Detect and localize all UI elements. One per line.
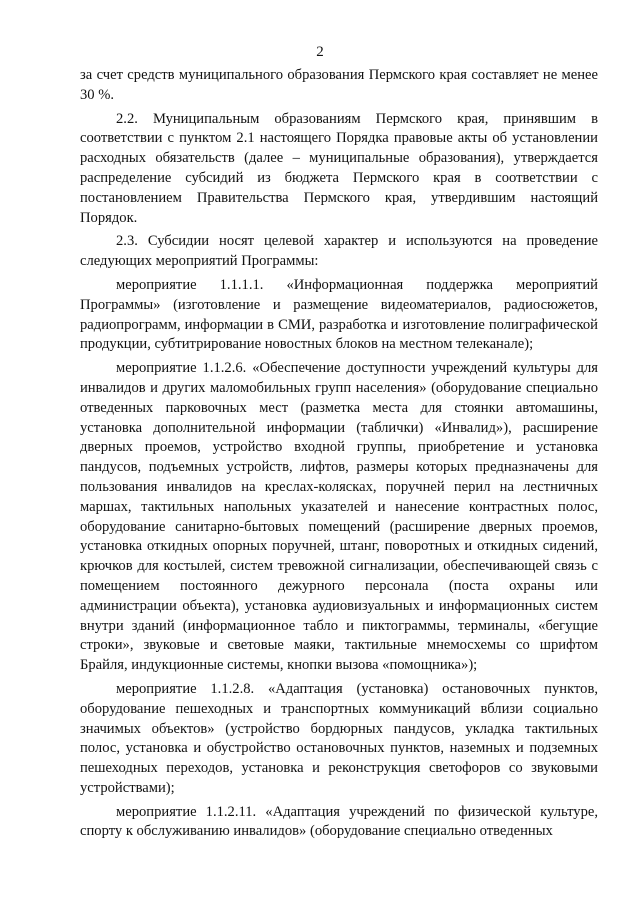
paragraph-2-2: 2.2. Муниципальным образованиям Пермского края, принявшим в соответствии с пунктом 2.1 настоящего Порядка правовые акты об установлении расходных обязательств (далее – муниципальные образования), утверждается распределение субсидий из бюджета Пермского края в соответствии с постановлением Правительства Пермского края, утвердившим настоящий Порядок. [80,110,598,226]
paragraph-measure-1-1-2-8: мероприятие 1.1.2.8. «Адаптация (установка) остановочных пунктов, оборудование пешеходных и транспортных коммуникаций вблизи социально значимых объектов» (устройство бордюрных пандусов, укладка тактильных полос, установка и обустройство остановочных пунктов, наземных и подземных пешеходных переходов, установка и реконструкция светофоров со звуковыми устройствами); [80,680,598,796]
paragraph-measure-1-1-2-11: мероприятие 1.1.2.11. «Адаптация учреждений по физической культуре, спорту к обслуживанию инвалидов» (оборудование специально отведенных [80,803,598,840]
paragraph-measure-1-1-2-6: мероприятие 1.1.2.6. «Обеспечение доступности учреждений культуры для инвалидов и других маломобильных групп населения» (оборудование специально отведенных парковочных мест (разметка места для стоянки автомашины, установка дополнительной информации (таблички) «Инвалид»), расширение дверных проемов, устройство входной группы, приобретение и установка пандусов, подъемных устройств, лифтов, размеры которых предназначены для пользования инвалидов на креслах-колясках, поручней перил на лестничных маршах, тактильных напольных указателей и нанесение контрастных полос, оборудование санитарно-бытовых помещений (расширение дверных проемов, установка откидных опорных поручней, штанг, поворотных и откидных сидений, крючков для костылей, систем тревожной сигнализации, обеспечивающей связь с помещением постоянного дежурного персонала (поста охраны или администрации объекта), установка аудиовизуальных и информационных систем внутри зданий (информационное табло и пиктограммы, терминалы, «бегущие строки», звуковые и световые маяки, тактильные мнемосхемы со шрифтом Брайля, индукционные системы, кнопки вызова «помощника»); [80,360,598,674]
page-number: 2 [316,44,324,60]
document-body [80,66,598,846]
paragraph-continuation: за счет средств муниципального образования Пермского края составляет не менее 30 %. [80,67,598,103]
paragraph-2-3: 2.3. Субсидии носят целевой характер и используются на проведение следующих мероприятий Программы: [80,233,598,270]
paragraph-measure-1-1-1-1: мероприятие 1.1.1.1. «Информационная поддержка мероприятий Программы» (изготовление и размещение видеоматериалов, радиосюжетов, радиопрограмм, информации в СМИ, разработка и изготовление полиграфической продукции, субтитрирование новостных блоков на местном телеканале); [80,276,598,353]
